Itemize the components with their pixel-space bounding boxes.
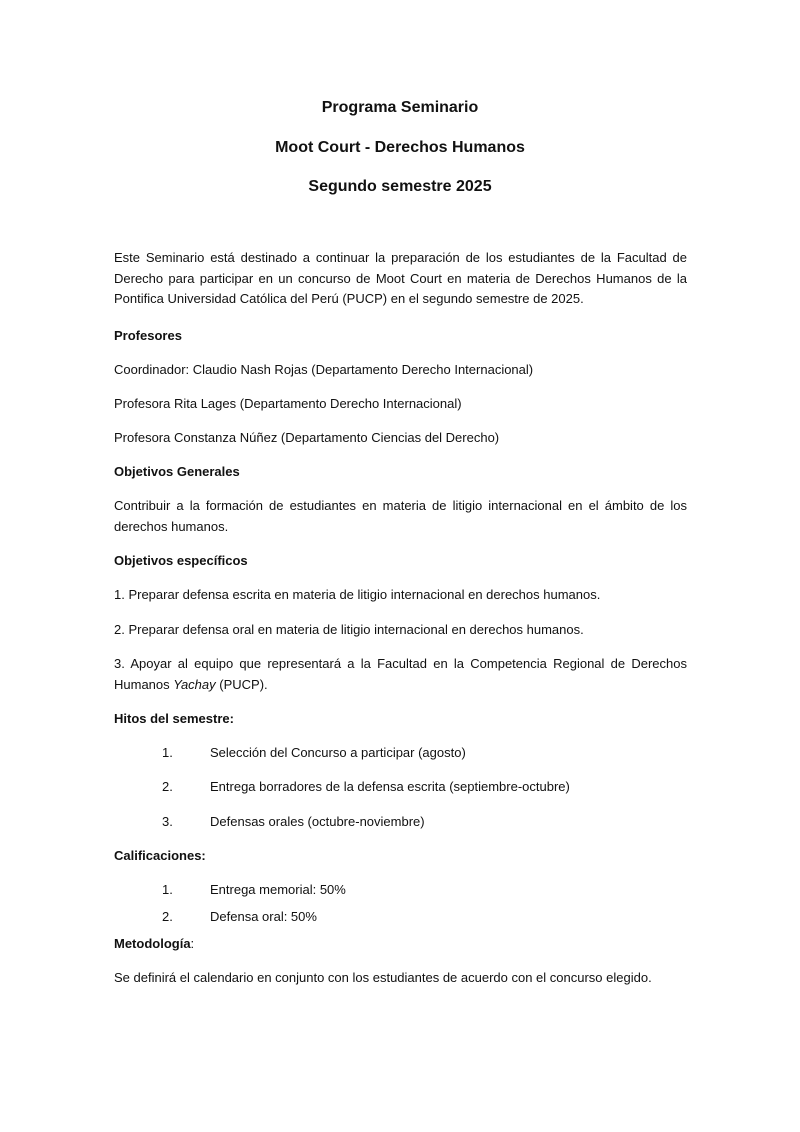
specific-objective-1: 1. Preparar defensa escrita en materia de litigio internacional en derechos humanos. [114,587,601,602]
grades-heading: Calificaciones: [114,848,206,863]
professors-heading: Profesores [114,328,182,343]
professor-rita-lages: Profesora Rita Lages (Departamento Derecho Internacional) [114,396,462,411]
intro-paragraph: Este Seminario está destinado a continuar la preparación de los estudiantes de la Facultad de Derecho para participar en un concurso de Moot Court en materia de Derechos Humanos de la Pontifica Universidad Católica del Perú (PUCP) en el segundo semestre de 2025. [114,250,687,306]
milestone-number: 3. [162,814,173,829]
title-line-3: Segundo semestre 2025 [308,178,492,195]
title-line-1: Programa Seminario [321,99,479,116]
milestone-text: Entrega borradores de la defensa escrita (septiembre-octubre) [210,779,570,794]
grade-number: 2. [162,909,173,924]
milestone-text: Defensas orales (octubre-noviembre) [210,814,425,829]
milestone-text: Selección del Concurso a participar (agosto) [210,745,466,760]
milestone-number: 2. [162,779,173,794]
general-objectives-text: Contribuir a la formación de estudiantes en materia de litigio internacional en el ámbito de los derechos humanos. [114,498,687,534]
general-objectives-heading: Objetivos Generales [114,464,240,479]
methodology-heading [114,934,194,954]
grade-number: 1. [162,882,173,897]
yachay-italic: Yachay [173,676,216,692]
methodology-heading-colon: : [190,936,195,951]
specific-objective-3-end: (PUCP). [215,676,268,692]
title-line-2: Moot Court - Derechos Humanos [275,139,525,156]
professor-constanza-nunez: Profesora Constanza Núñez (Departamento Ciencias del Derecho) [114,430,500,445]
specific-objective-2: 2. Preparar defensa oral en materia de litigio internacional en derechos humanos. [114,622,584,637]
grade-text: Entrega memorial: 50% [210,882,346,897]
methodology-text: Se definirá el calendario en conjunto con los estudiantes de acuerdo con el concurso elegido. [114,970,652,985]
specific-objective-3-text: 3. Apoyar al equipo que representará a la Facultad en la Competencia Regional de Derechos Humanos [114,656,687,692]
professor-coordinator: Coordinador: Claudio Nash Rojas (Departamento Derecho Internacional) [114,362,534,377]
milestone-number: 1. [162,745,173,760]
specific-objectives-heading: Objetivos específicos [114,553,248,568]
specific-objective-3 [114,654,687,695]
grade-text: Defensa oral: 50% [210,909,317,924]
methodology-heading-label: Metodología [114,936,191,951]
milestones-heading: Hitos del semestre: [114,711,234,726]
